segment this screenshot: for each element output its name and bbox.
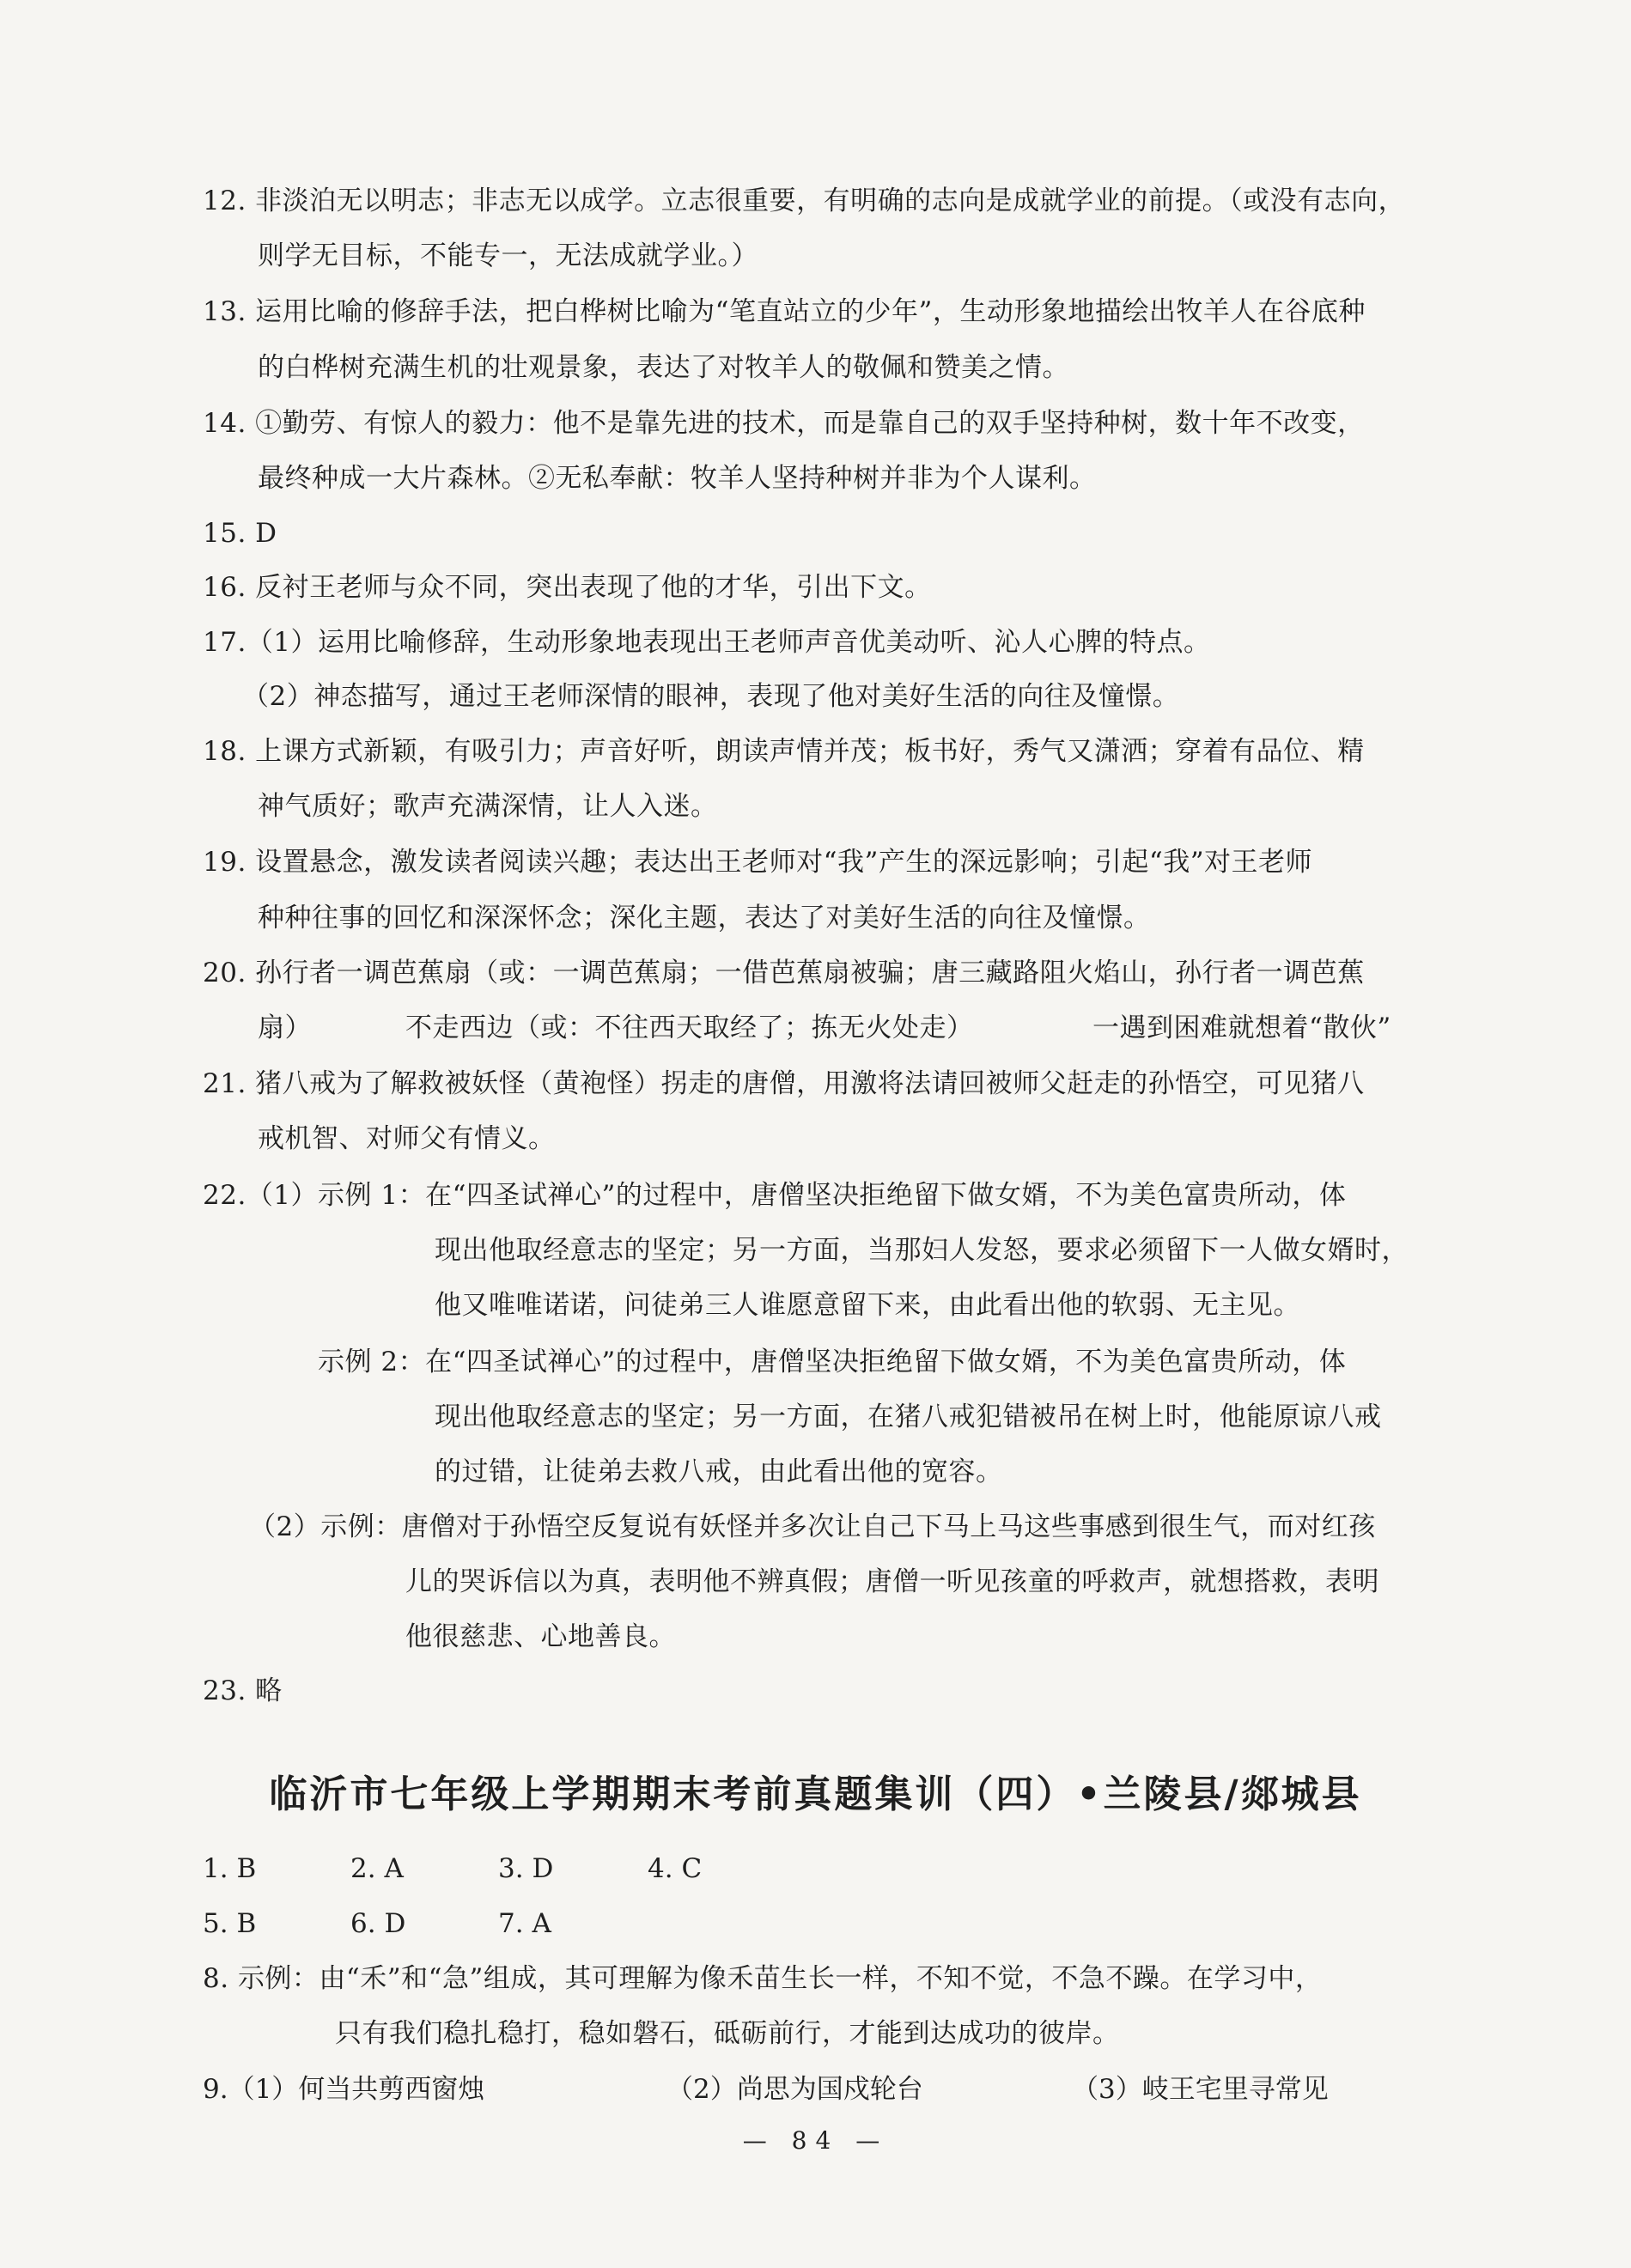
q18-line2: 神气质好；歌声充满深情，让人入迷。 [258, 791, 718, 822]
q22-example2-line1 [318, 1345, 1346, 1379]
mc-answer [498, 1851, 553, 1886]
page-number: — 84 — [742, 2126, 889, 2155]
q18-line1 [203, 734, 1365, 769]
q22-example2-line3: 的过错，让徒弟去救八戒，由此看出他的宽容。 [435, 1456, 1003, 1487]
mc-choice: D [532, 1853, 554, 1884]
mc-answer [203, 1851, 256, 1886]
q21-number: 21. [203, 1068, 246, 1099]
p2-q9-answer1: （1）何当共剪西窗烛 [228, 2074, 485, 2105]
mc-answer [203, 1906, 256, 1941]
q21-text: 猪八戒为了解救被妖怪（黄袍怪）拐走的唐僧，用激将法请回被师父赶走的孙悟空，可见猪八 [255, 1068, 1365, 1099]
q15-text: D [255, 518, 277, 549]
q22-example2-text1: 在“四圣试禅心”的过程中，唐僧坚决拒绝留下做女婿，不为美色富贵所动，体 [425, 1347, 1347, 1377]
q16-text: 反衬王老师与众不同，突出表现了他的才华，引出下文。 [255, 572, 932, 603]
q22-example1-label: （1）示例 1： [246, 1180, 426, 1211]
mc-answer [648, 1851, 702, 1886]
q22-part2-text1: 唐僧对于孙悟空反复说有妖怪并多次让自己下马上马这些事感到很生气，而对红孩 [401, 1511, 1376, 1542]
q16-number: 16. [203, 572, 246, 603]
mc-choice: A [384, 1853, 404, 1884]
q19-text: 设置悬念，激发读者阅读兴趣；表达出王老师对“我”产生的深远影响；引起“我”对王老师 [255, 847, 1313, 878]
p2-q8-text: 示例：由“禾”和“急”组成，其可理解为像禾苗生长一样，不知不觉，不急不躁。在学习中， [237, 1963, 1323, 1994]
mc-choice: C [681, 1853, 703, 1884]
q18-number: 18. [203, 736, 246, 767]
section-title: 临沂市七年级上学期期末考前真题集训（四）•兰陵县/郯城县 [269, 1772, 1362, 1816]
mc-answer [350, 1906, 405, 1941]
q12-line2: 则学无目标，不能专一，无法成就学业。） [258, 240, 758, 271]
mc-choice: B [236, 1908, 257, 1939]
q22-part2-label: （2）示例： [249, 1511, 402, 1542]
q22-number: 22. [203, 1180, 246, 1211]
mc-number: 5. [203, 1908, 228, 1939]
q22-part2-line2: 儿的哭诉信以为真，表明他不辨真假；唐僧一听见孩童的呼救声，就想搭救，表明 [405, 1566, 1379, 1597]
q17-text-1: （1）运用比喻修辞，生动形象地表现出王老师声音优美动听、沁人心脾的特点。 [246, 627, 1211, 658]
q14-line2: 最终种成一大片森林。②无私奉献：牧羊人坚持种树并非为个人谋利。 [258, 463, 1097, 494]
q22-line1 [203, 1178, 1346, 1213]
p2-q9-answer3: （3）岐王宅里寻常见 [1072, 2074, 1329, 2105]
mc-number: 3. [498, 1853, 524, 1884]
q13-line1 [203, 295, 1366, 329]
mc-choice: A [532, 1908, 551, 1939]
mc-choice: B [236, 1853, 257, 1884]
q23-text: 略 [255, 1675, 283, 1706]
q19-number: 19. [203, 847, 246, 878]
q20-number: 20. [203, 958, 246, 988]
q21-line2: 戒机智、对师父有情义。 [258, 1123, 556, 1154]
q22-example1-line3: 他又唯唯诺诺，问徒弟三人谁愿意留下来，由此看出他的软弱、无主见。 [435, 1290, 1300, 1321]
q12-number: 12. [203, 185, 246, 216]
q14-text: ①勤劳、有惊人的毅力：他不是靠先进的技术，而是靠自己的双手坚持种树，数十年不改变， [255, 408, 1365, 439]
q17-line2: （2）神态描写，通过王老师深情的眼神，表现了他对美好生活的向往及憧憬。 [242, 681, 1180, 712]
p2-q8-number: 8. [203, 1963, 229, 1994]
q23-number: 23. [203, 1675, 246, 1706]
p2-q9-answer2: （2）尚思为国戍轮台 [666, 2074, 923, 2105]
q15-number: 15. [203, 518, 246, 549]
q20-blank3: 一遇到困难就想着“散伙” [1092, 1012, 1391, 1043]
mc-number: 2. [350, 1853, 376, 1884]
q21-line1 [203, 1067, 1365, 1101]
p2-q9-part1 [203, 2072, 484, 2107]
q12-text: 非淡泊无以明志；非志无以成学。立志很重要，有明确的志向是成就学业的前提。（或没有志向， [255, 185, 1406, 216]
q19-line1 [203, 845, 1312, 879]
q13-number: 13. [203, 296, 246, 327]
mc-answer [350, 1851, 404, 1886]
q20-blank1: 扇） [258, 1012, 312, 1043]
mc-number: 1. [203, 1853, 228, 1884]
q20-blank2: 不走西边（或：不往西天取经了；拣无火处走） [405, 1012, 974, 1043]
p2-q8-line1 [203, 1961, 1322, 1996]
q12-line1 [203, 184, 1405, 218]
q14-number: 14. [203, 408, 246, 439]
q17-number: 17. [203, 627, 246, 658]
q13-line2: 的白桦树充满生机的壮观景象，表达了对牧羊人的敬佩和赞美之情。 [258, 352, 1069, 383]
p2-q8-line2: 只有我们稳扎稳打，稳如磐石，砥砺前行，才能到达成功的彼岸。 [335, 2018, 1120, 2049]
q22-example1-text1: 在“四圣试禅心”的过程中，唐僧坚决拒绝留下做女婿，不为美色富贵所动，体 [425, 1180, 1347, 1211]
q22-example2-label: 示例 2： [318, 1347, 426, 1377]
q16-line [203, 570, 932, 605]
q23-line [203, 1674, 283, 1708]
q22-part2-line3: 他很慈悲、心地善良。 [405, 1621, 676, 1652]
p2-q9-number: 9. [203, 2074, 228, 2105]
q13-text: 运用比喻的修辞手法，把白桦树比喻为“笔直站立的少年”，生动形象地描绘出牧羊人在谷底种 [255, 296, 1366, 327]
mc-choice: D [384, 1908, 406, 1939]
mc-number: 7. [498, 1908, 524, 1939]
q18-text: 上课方式新颖，有吸引力；声音好听，朗读声情并茂；板书好，秀气又潇洒；穿着有品位、精 [255, 736, 1365, 767]
mc-number: 4. [648, 1853, 673, 1884]
q14-line1 [203, 406, 1365, 441]
q22-example1-line2: 现出他取经意志的坚定；另一方面，当那妇人发怒，要求必须留下一人做女婿时， [435, 1235, 1409, 1266]
q15-line [203, 516, 277, 550]
q20-line1 [203, 956, 1365, 990]
mc-number: 6. [350, 1908, 376, 1939]
q19-line2: 种种往事的回忆和深深怀念；深化主题，表达了对美好生活的向往及憧憬。 [258, 903, 1151, 933]
q20-text: 孙行者一调芭蕉扇（或：一调芭蕉扇；一借芭蕉扇被骗；唐三藏路阻火焰山，孙行者一调芭蕉 [255, 958, 1365, 988]
q22-example2-line2: 现出他取经意志的坚定；另一方面，在猪八戒犯错被吊在树上时，他能原谅八戒 [435, 1402, 1382, 1432]
q17-line1 [203, 625, 1211, 660]
mc-answer [498, 1906, 551, 1941]
q22-part2-line1 [249, 1510, 1376, 1544]
